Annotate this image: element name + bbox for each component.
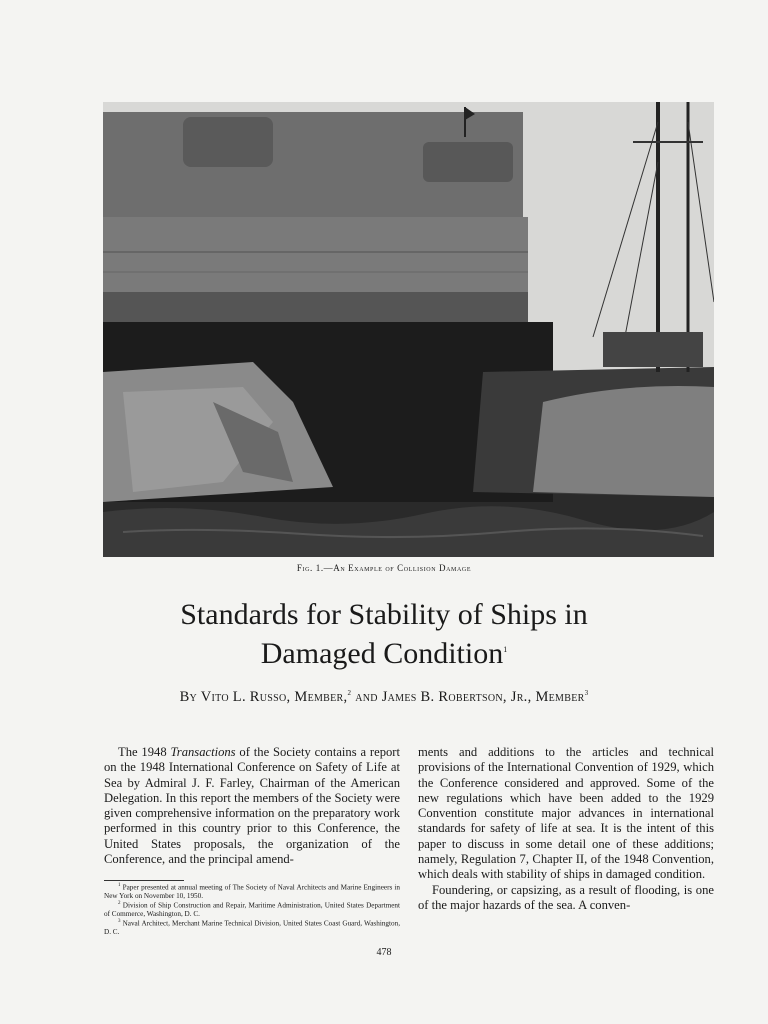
body-paragraph: Foundering, or capsizing, as a result of flooding, is one of the major hazards of the sea. A conven-	[418, 882, 714, 912]
byline-second-author: and James B. Robertson, Jr., Member	[351, 689, 585, 705]
journal-name: Transactions	[170, 745, 236, 759]
footnote-mark: 3	[118, 919, 121, 925]
title-footnote-mark: 1	[503, 645, 508, 654]
figure-caption: Fig. 1.—An Example of Collision Damage	[296, 563, 472, 573]
footnote-3	[104, 918, 400, 936]
byline-first-author: By Vito L. Russo, Member,	[179, 689, 348, 705]
author-byline	[0, 689, 768, 706]
photo-collision-damage-icon	[103, 102, 714, 557]
footnote-1	[104, 882, 400, 900]
article-title	[0, 597, 768, 671]
body-column-left	[104, 745, 400, 879]
footnotes	[104, 882, 400, 937]
footnote-mark: 2	[118, 901, 121, 907]
figure-photo	[103, 102, 714, 557]
footnote-divider	[104, 880, 184, 881]
paragraph-text: of the Society contains a report on the 1948 International Conference on Safety of Life at Sea by Admiral J. F. Farley, Chairman of the American Delegation. In this report the members of the Society were given comprehensive information on the preparatory work performed in this country prior to this Conference, the United States proposals, the organization of the Conference, and the principal amend-	[104, 745, 400, 867]
title-line-2: Damaged Condition	[260, 637, 504, 670]
body-paragraph: ments and additions to the articles and technical provisions of the International Convention of 1929, which the Conference considered and approved. Some of the new regulations which have been added to the 1929 Convention constitute major advances in international standards for safety of life at sea. It is the intent of this paper to discuss in some detail one of these additions; namely, Regulation 7, Chapter II, of the 1948 Convention, which deals with stability of ships in damaged condition.	[418, 745, 714, 882]
footnote-mark: 1	[118, 883, 121, 888]
body-paragraph	[104, 745, 400, 879]
footnote-text: Naval Architect, Merchant Marine Technical Division, United States Coast Guard, Washington, D. C.	[104, 919, 400, 937]
body-column-right	[418, 745, 714, 913]
byline-footnote-mark-2: 2	[347, 689, 352, 698]
footnote-2	[104, 900, 400, 918]
byline-footnote-mark-3: 3	[584, 689, 589, 698]
page-number: 478	[376, 947, 392, 958]
title-line-1: Standards for Stability of Ships in	[180, 598, 588, 631]
paragraph-text: The 1948	[118, 745, 171, 759]
footnote-text: Division of Ship Construction and Repair, Maritime Administration, United States Department of Commerce, Washington, D. C.	[104, 901, 400, 918]
footnote-text: Paper presented at annual meeting of The Society of Naval Architects and Marine Engineers in New York on November 10, 1950.	[104, 883, 400, 900]
